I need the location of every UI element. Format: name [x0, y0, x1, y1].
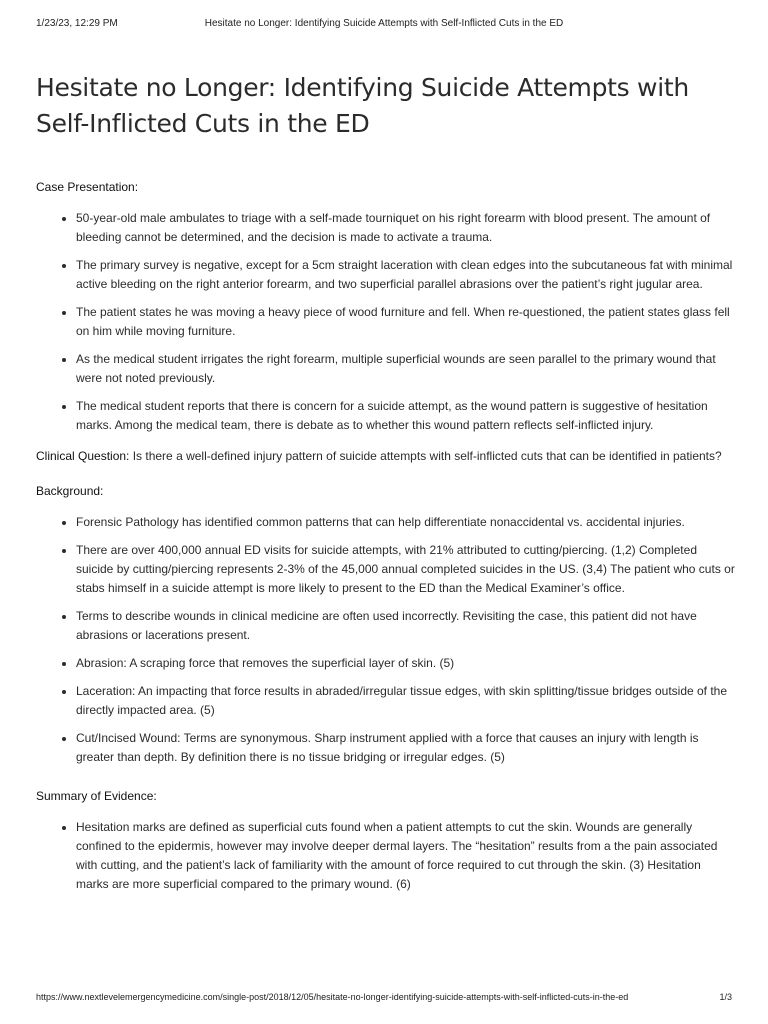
page-number: 1/3 [719, 992, 732, 1002]
summary-of-evidence-list [36, 818, 736, 894]
list-item: • There are over 400,000 annual ED visits for suicide attempts, with 21% attributed to cutting/piercing. (1,2) Completed suicide by cutting/piercing represents 2-3% of the 45,000 annual completed suicides in the US. (3,4) The patient who cuts or stabs himself in a suicide attempt is more likely to present to the ED than the Medical Examiner’s office. [76, 541, 736, 598]
list-item: • 50-year-old male ambulates to triage with a self-made tourniquet on his right forearm with blood present. The amount of bleeding cannot be determined, and the decision is made to activate a trauma. [76, 209, 736, 247]
print-datetime: 1/23/23, 12:29 PM [36, 18, 118, 29]
list-item: • Terms to describe wounds in clinical medicine are often used incorrectly. Revisiting the case, this patient did not have abrasions or lacerations present. [76, 607, 736, 645]
summary-of-evidence-heading: Summary of Evidence: [36, 789, 157, 803]
list-item: • Cut/Incised Wound: Terms are synonymous. Sharp instrument applied with a force that causes an injury with length is greater than depth. By definition there is no tissue bridging or irregular edges. (5) [76, 729, 736, 767]
clinical-question-label: Clinical Question: [36, 449, 130, 463]
list-item: • The patient states he was moving a heavy piece of wood furniture and fell. When re-questioned, the patient states glass fell on him while moving furniture. [76, 303, 736, 341]
clinical-question [36, 447, 736, 466]
list-item: • Hesitation marks are defined as superficial cuts found when a patient attempts to cut the skin. Wounds are generally confined to the epidermis, however may involve deeper dermal layers. The “hesitation” results from a the pain associated with cutting, and the patient’s lack of familiarity with the amount of force required to cut through the skin. (3) Hesitation marks are more superficial compared to the primary wound. (6) [76, 818, 736, 894]
background-heading: Background: [36, 484, 104, 498]
spacer [36, 435, 736, 447]
print-document-title: Hesitate no Longer: Identifying Suicide Attempts with Self-Inflicted Cuts in the ED [204, 18, 564, 29]
case-presentation-list [36, 209, 736, 435]
print-footer [36, 992, 732, 1006]
clinical-question-text: Is there a well-defined injury pattern of suicide attempts with self-inflicted cuts that can be identified in patients? [129, 449, 722, 463]
print-url: https://www.nextlevelemergencymedicine.com/single-post/2018/12/05/hesitate-no-longer-identifying-suicide-attempts-with-self-inflicted-cuts-in-the-ed [36, 992, 629, 1002]
article-title-line-1: Hesitate no Longer: Identifying Suicide Attempts with [36, 73, 689, 102]
case-presentation-heading: Case Presentation: [36, 180, 139, 194]
list-item: • The medical student reports that there is concern for a suicide attempt, as the wound pattern is suggestive of hesitation marks. Among the medical team, there is debate as to whether this wound pattern reflects self-inflicted injury. [76, 397, 736, 435]
list-item: • The primary survey is negative, except for a 5cm straight laceration with clean edges into the subcutaneous fat with minimal active bleeding on the right anterior forearm, and two superficial parallel abrasions over the patient’s right jugular area. [76, 256, 736, 294]
article-title-line-2: Self-Inflicted Cuts in the ED [36, 109, 370, 138]
list-item: • As the medical student irrigates the right forearm, multiple superficial wounds are seen parallel to the primary wound that were not noted previously. [76, 350, 736, 388]
list-item: • Forensic Pathology has identified common patterns that can help differentiate nonaccidental vs. accidental injuries. [76, 513, 736, 532]
background-list [36, 513, 736, 767]
list-item: • Abrasion: A scraping force that removes the superficial layer of skin. (5) [76, 654, 736, 673]
list-item: • Laceration: An impacting that force results in abraded/irregular tissue edges, with skin splitting/tissue bridges outside of the directly impacted area. (5) [76, 682, 736, 720]
article-body [36, 178, 736, 894]
print-header [36, 18, 732, 32]
article-title [36, 70, 696, 142]
